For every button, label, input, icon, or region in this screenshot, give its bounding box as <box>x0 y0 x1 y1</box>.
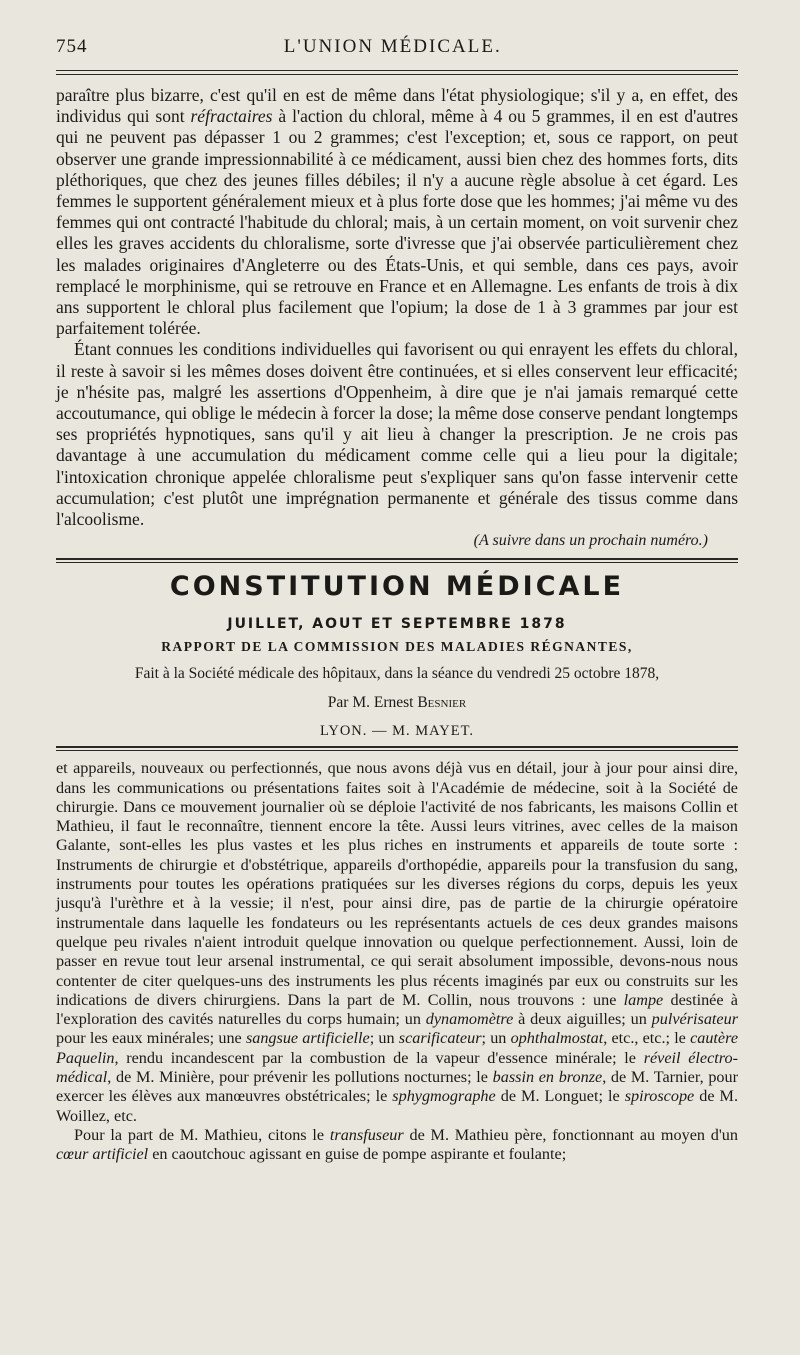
text-run: à l'action du chloral, même à 4 ou 5 grammes, il en est d'autres qui ne peuvent pas dépasser 1 ou 2 grammes; c'est l'exception; et, sous ce rapport, on peut observer une grande impressionnabilité à ce médicament, aussi bien chez des hommes forts, dits pléthoriques, que chez des jeunes filles débiles; il n'y a aucune règle absolue à cet égard. Les femmes le supportent généralement mieux et à plus forte dose que les hommes; j'ai même vu des femmes qui ont contracté l'habitude du chloral; mais, à un certain moment, on voit survenir chez elles les graves accidents du chloralisme, sorte d'ivresse que j'ai observée particulièrement chez les malades originaires d'Angleterre ou des États-Unis, et qui semble, dans ces pays, avoir remplacé le morphinisme, qui se retrouve en France et en Allemagne. Les enfants de trois à dix ans supportent le chloral plus facilement que l'opium; la dose de 1 à 3 grammes par jour est parfaitement tolérée. <box>56 106 739 339</box>
continued-note: (A suivre dans un prochain numéro.) <box>473 532 708 550</box>
section-seance: Fait à la Société médicale des hôpitaux, dans la séance du vendredi 25 octobre 1878, <box>134 665 660 683</box>
text-run: paraître plus bizarre, c'est qu'il en est de même dans l'état physiologique; s'il y a, en effet, des individus qui sont <box>56 85 738 127</box>
header-rule-secondary <box>56 74 738 75</box>
text-run: et appareils, nouveaux ou perfectionnés, que nous avons déjà vus en détail, jour à jour pour ainsi dire, dans les communications ou présentations faites soit à l'Académie de médecine, soit à la Société de chirurgie. Dans ce mouvement journalier où se déploie l'activité de nos fabricants, les maisons Collin et Mathieu, il faut le reconnaître, tiennent encore la tête. Aussi leurs vitrines, avec celles de la maison Galante, sont-elles les plus vastes et les plus riches en instruments et appareils de toute sorte : Instruments de chirurgie et d'obstétrique, appareils d'orthopédie, appareils pour la transfusion du sang, instruments pour toutes les opérations pratiquées sur les diverses régions du corps, depuis les yeux jusqu'à l'urèthre et à la vessie; il n'est, pour ainsi dire, pas de partie de la chirurgie opératoire instrumentale dans laquelle les fondateurs ou les représentants actuels de ces deux grandes maisons quelque peu rivales n'aient introduit quelque innovation ou quelque perfectionnement. Aussi, loin de passer en revue tout leur arsenal instrumental, ce qui serait absolument impossible, devons-nous nous contenter de citer quelques-uns des instruments les plus récents imaginés par eux ou construits sur les indications de divers chirurgiens. Dans la part de M. Collin, nous trouvons : une <box>56 759 738 1009</box>
text-run: , etc., etc.; le <box>603 1029 691 1048</box>
body-paragraph-1 <box>56 759 738 1126</box>
text-run: de M. Longuet; le <box>495 1087 625 1106</box>
italic-term: sangsue artificielle <box>245 1029 370 1048</box>
text-run: destinée à l'exploration des cavités naturelles du corps humain; un <box>56 990 738 1029</box>
text-run: en caoutchouc agissant en guise de pompe aspirante et foulante; <box>148 1145 567 1164</box>
section-rule-top-thin <box>56 562 738 563</box>
article-paragraph-1 <box>56 85 738 339</box>
journal-title: L'UNION MÉDICALE. <box>283 36 502 57</box>
author-name: Besnier <box>417 694 467 712</box>
italic-term: bassin en bronze <box>492 1068 603 1087</box>
section-rule-top <box>56 558 738 560</box>
text-run: Pour la part de M. Mathieu, citons le <box>74 1125 330 1144</box>
text-run: ; un <box>369 1029 399 1048</box>
section-city: LYON. — M. MAYET. <box>319 723 475 740</box>
text-run: ; un <box>481 1029 511 1048</box>
italic-term: réveil électro-médical <box>56 1048 738 1087</box>
italic-term: cœur artificiel <box>56 1145 149 1164</box>
italic-term: dynamomètre <box>425 1010 514 1029</box>
italic-term: sphygmographe <box>392 1087 496 1106</box>
italic-term: lampe <box>623 990 664 1009</box>
italic-term: spiroscope <box>624 1087 695 1106</box>
page-number: 754 <box>56 36 88 57</box>
text-run: , de M. Minière, pour prévenir les pollutions nocturnes; le <box>107 1068 493 1087</box>
section-title: CONSTITUTION MÉDICALE <box>169 571 625 603</box>
section-report-title: RAPPORT DE LA COMMISSION DES MALADIES RÉGNANTES, <box>161 639 633 655</box>
section-author <box>56 694 738 712</box>
section-rule-bottom-thin <box>56 750 738 751</box>
body-paragraph-2 <box>56 1126 738 1165</box>
author-prefix: Par M. Ernest <box>327 694 418 712</box>
text-run: de M. Woillez, etc. <box>56 1087 739 1125</box>
text-run: , rendu incandescent par la combustion de la vapeur d'essence minérale; le <box>114 1048 644 1067</box>
italic-term: transfuseur <box>329 1125 404 1144</box>
section-months: JUILLET, AOUT ET SEPTEMBRE 1878 <box>227 616 567 633</box>
italic-term: ophthalmostat <box>510 1029 604 1048</box>
italic-term: scarificateur <box>398 1029 482 1048</box>
text-run: de M. Mathieu père, fonctionnant au moyen d'un <box>403 1125 738 1144</box>
article-paragraph-2: Étant connues les conditions individuelles qui favorisent ou qui enrayent les effets du chloral, il reste à savoir si les mêmes doses doivent être continuées, et si elles conservent leur efficacité; je n'hésite pas, malgré les assertions d'Oppenheim, à dire que je n'ai jamais remarqué cette accoutumance, qui oblige le médecin à forcer la dose; la même dose conserve pendant longtemps ses propriétés hypnotiques, sans qu'il y ait lieu à changer la prescription. Je ne crois pas davantage à une accumulation du médicament comme celle qui a lieu pour la digitale; l'intoxication chronique appelée chloralisme peut s'expliquer sans qu'on fasse intervenir cette accumulation; c'est plutôt une imprégnation permanente et générale des tissus comme dans l'alcoolisme. <box>56 339 738 530</box>
section-rule-bottom <box>56 746 738 748</box>
text-run: , de M. Tarnier, pour exercer les élèves aux manœuvres obstétricales; le <box>56 1068 738 1106</box>
italic-term: pulvérisateur <box>651 1010 738 1029</box>
header-rule <box>56 70 738 71</box>
text-run: pour les eaux minérales; une <box>56 1029 246 1048</box>
running-head <box>56 36 738 58</box>
italic-term: réfractaires <box>190 106 273 127</box>
italic-term: cautère Paquelin <box>56 1029 739 1067</box>
text-run: à deux aiguilles; un <box>513 1010 652 1029</box>
